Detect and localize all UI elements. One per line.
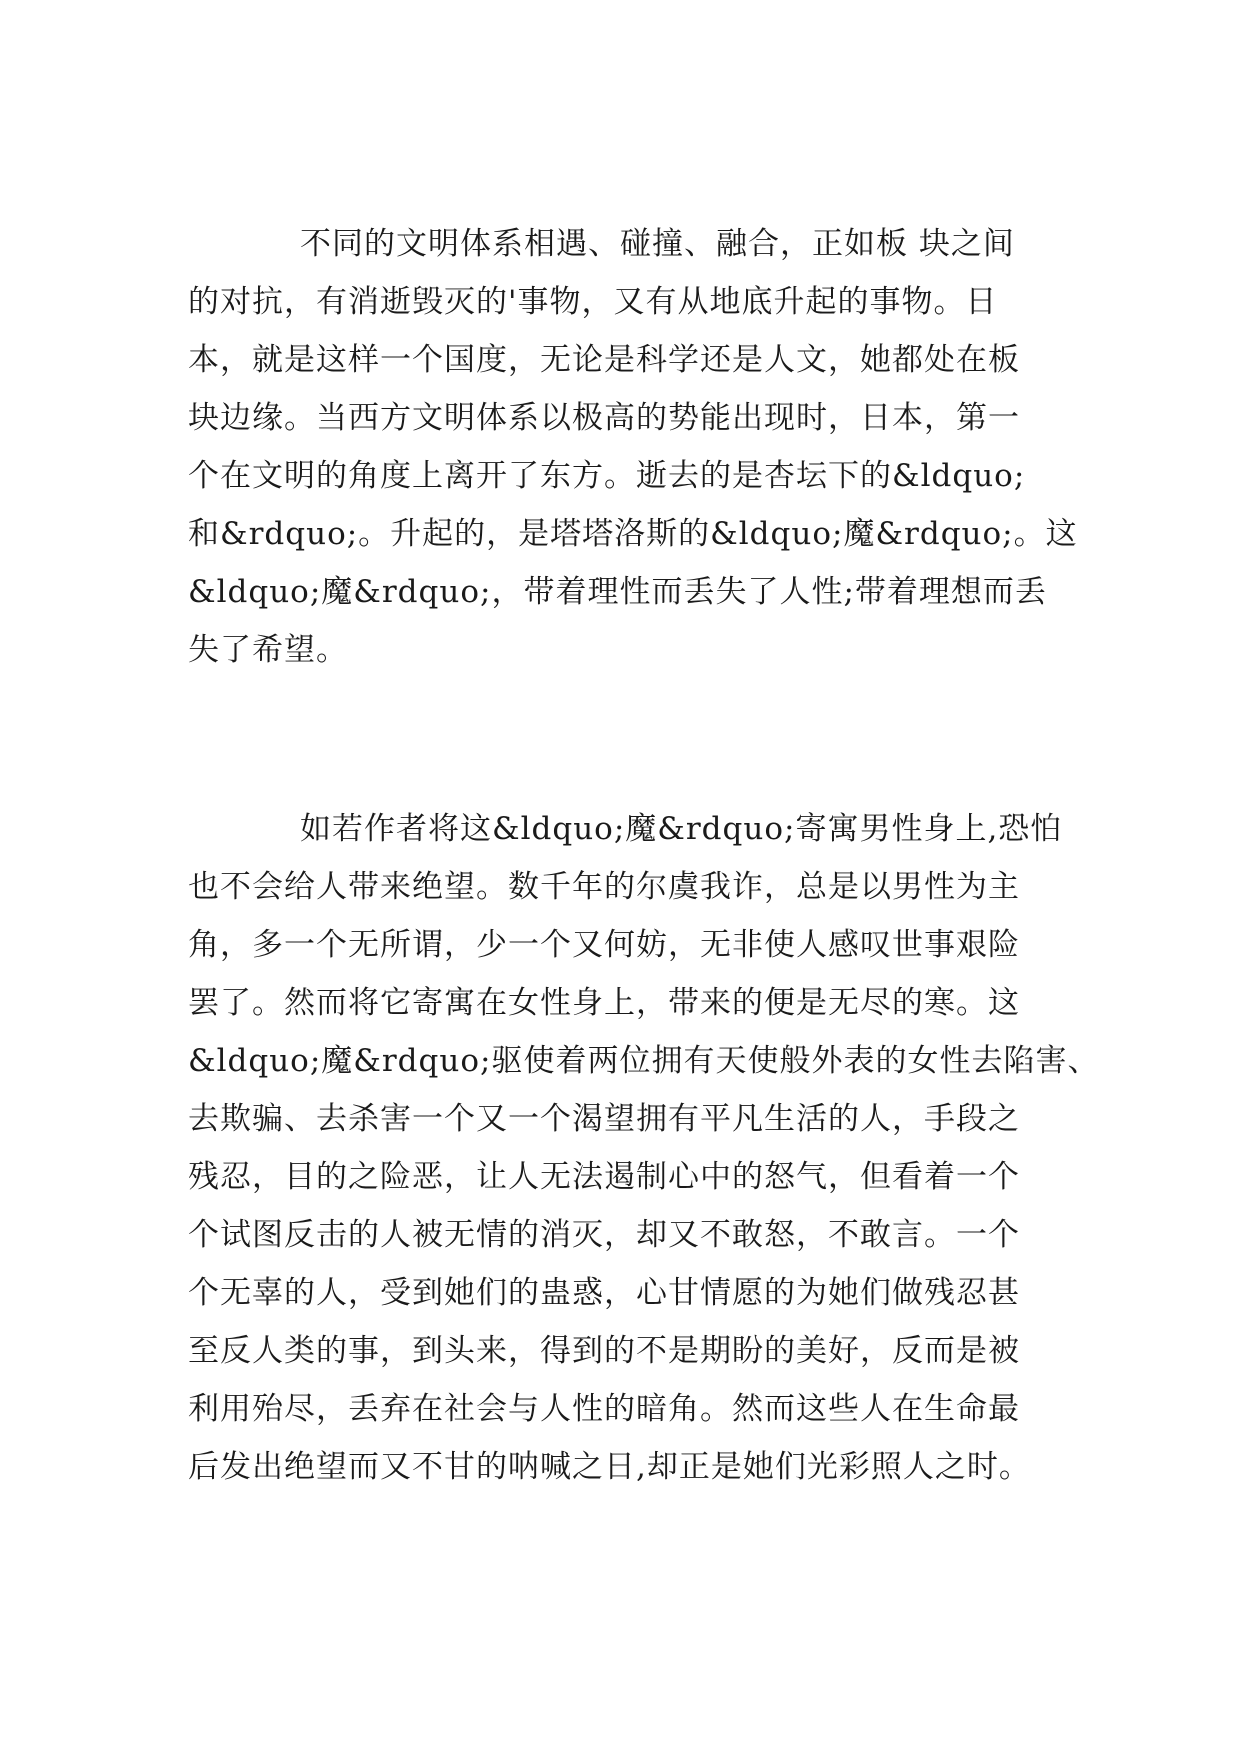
text-line: 本，就是这样一个国度，无论是科学还是人文，她都处在板 xyxy=(188,342,1020,378)
text-line: 至反人类的事，到头来，得到的不是期盼的美好，反而是被 xyxy=(188,1333,1020,1369)
text-line: 后发出绝望而又不甘的呐喊之日,却正是她们光彩照人之时。 xyxy=(188,1449,1031,1485)
text-line: 罢了。然而将它寄寓在女性身上，带来的便是无尽的寒。这 xyxy=(188,985,1020,1021)
text-line: &ldquo;魔&rdquo;驱使着两位拥有天使般外表的女性去陷害、 xyxy=(188,1043,1100,1079)
text-line: 角，多一个无所谓，少一个又何妨，无非使人感叹世事艰险 xyxy=(188,927,1020,963)
text-line: 如若作者将这&ldquo;魔&rdquo;寄寓男性身上,恐怕 xyxy=(300,811,1063,847)
text-line: 个无辜的人，受到她们的蛊惑，心甘情愿的为她们做残忍甚 xyxy=(188,1275,1020,1311)
text-line: 利用殆尽，丢弃在社会与人性的暗角。然而这些人在生命最 xyxy=(188,1391,1020,1427)
text-line: 失了希望。 xyxy=(188,632,348,668)
text-line: 个试图反击的人被无情的消灭，却又不敢怒，不敢言。一个 xyxy=(188,1217,1020,1253)
text-line: &ldquo;魔&rdquo;，带着理性而丢失了人性;带着理想而丢 xyxy=(188,574,1047,610)
text-line: 个在文明的角度上离开了东方。逝去的是杏坛下的&ldquo; xyxy=(188,458,1026,494)
text-line: 块边缘。当西方文明体系以极高的势能出现时，日本，第一 xyxy=(188,400,1020,436)
text-line: 去欺骗、去杀害一个又一个渴望拥有平凡生活的人，手段之 xyxy=(188,1101,1020,1137)
text-line: 和&rdquo;。升起的，是塔塔洛斯的&ldquo;魔&rdquo;。这 xyxy=(188,516,1078,552)
text-line: 的对抗，有消逝毁灭的'事物，又有从地底升起的事物。日 xyxy=(188,284,998,320)
paragraph-1 xyxy=(188,215,1078,679)
text-line: 残忍，目的之险恶，让人无法遏制心中的怒气，但看着一个 xyxy=(188,1159,1020,1195)
text-line: 也不会给人带来绝望。数千年的尔虞我诈，总是以男性为主 xyxy=(188,869,1020,905)
text-line: 不同的文明体系相遇、碰撞、融合，正如板 块之间 xyxy=(300,226,1015,262)
paragraph-2 xyxy=(188,800,1100,1496)
